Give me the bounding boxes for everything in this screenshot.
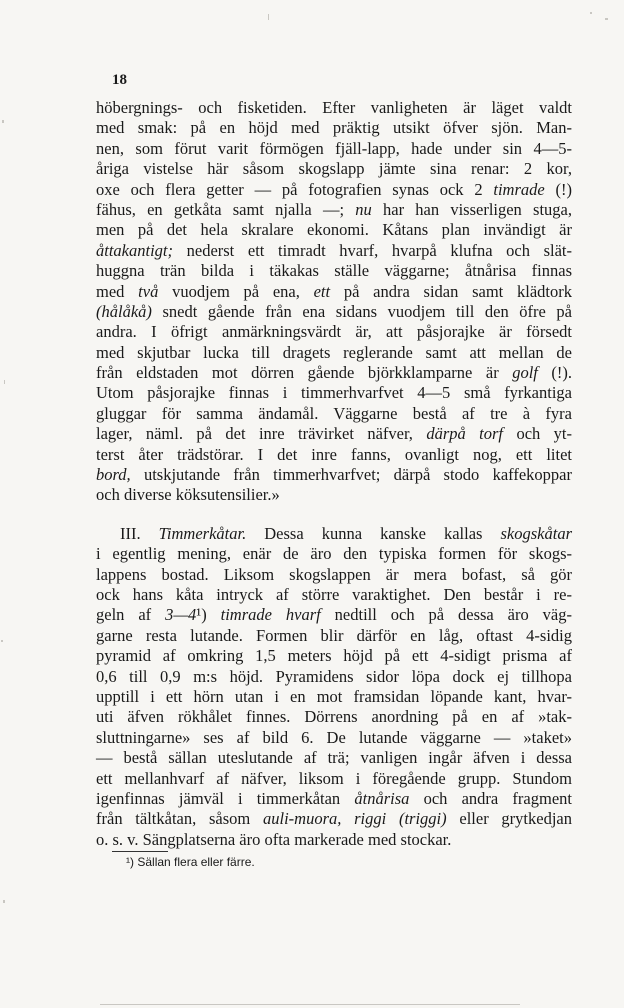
footnote-text: Sällan flera eller färre. xyxy=(137,855,255,869)
text-line: lappens bostad. Liksom skogslappen är mera bofast, så gör xyxy=(96,564,572,584)
scan-speck xyxy=(605,18,608,20)
text-line: åriga vistelse här såsom skogslapp jämte sina renar: 2 kor, xyxy=(96,159,572,179)
text-line: med två vuodjem på ena, ett på andra sidan samt klädtork xyxy=(96,281,572,301)
footnote-marker: ¹) xyxy=(126,855,134,869)
text-line: (hålåkå) snedt gående från ena sidans vuodjem till den öfre på xyxy=(96,301,572,321)
text-line: igenfinnas jämväl i timmerkåtan åtnårisa och andra fragment xyxy=(96,788,572,808)
text-line: ett mellanhvarf af näfver, liksom i föregående grupp. Stundom xyxy=(96,768,572,788)
text-line: Utom påsjorajke finnas i timmerhvarfvet 4—5 små fyrkantiga xyxy=(96,383,572,403)
text-line: gluggar för samma ändamål. Väggarne bestå af tre à fyra xyxy=(96,403,572,423)
text-line: sluttningarne» ses af bild 6. De lutande väggarne — »taket» xyxy=(96,727,572,747)
text-line: terst åter trädstörar. I det inre fanns, ovanligt nog, ett litet xyxy=(96,444,572,464)
text-line: III. Timmerkåtar. Dessa kunna kanske kallas skogskåtar xyxy=(120,523,572,543)
text-line: garne resta lutande. Formen blir därför en låg, oftast 4-sidig xyxy=(96,625,572,645)
text-line: 0,6 till 0,9 m:s höjd. Pyramidens sidor löpa dock ej tillhopa xyxy=(96,666,572,686)
text-line: pyramid af omkring 1,5 meters höjd på ett 4-sidigt prisma af xyxy=(96,646,572,666)
text-line: men på det hela skralare ekonomi. Kåtans plan invändigt är xyxy=(96,220,572,240)
paragraph-gap xyxy=(96,506,572,524)
text-line: från eldstaden mot dörren gående björkklamparne är golf (!). xyxy=(96,363,572,383)
text-line: i egentlig mening, enär de äro den typiska formen för skogs- xyxy=(96,544,572,564)
page-number: 18 xyxy=(112,72,127,88)
text-line: fähus, en getkåta samt njalla —; nu har han visserligen stuga, xyxy=(96,199,572,219)
text-line: ock hans kåta intryck af större varaktighet. Den består i re- xyxy=(96,584,572,604)
footnote xyxy=(126,854,255,870)
scan-speck xyxy=(100,1004,520,1005)
body-text xyxy=(96,98,572,850)
text-line: o. s. v. Sängplatserna äro ofta markerade med stockar. xyxy=(96,829,452,849)
text-line: med skjutbar lucka till dragets reglerande samt att mellan de xyxy=(96,342,572,362)
scan-speck xyxy=(4,380,5,384)
text-line: upptill i ett hörn utan i en mot framsidan löpande kant, hvar- xyxy=(96,686,572,706)
text-line: andra. I öfrigt anmärkningsvärdt är, att påsjorajke är försedt xyxy=(96,322,572,342)
text-line: uti äfven rökhålet finnes. Dörrens anordning på en af »tak- xyxy=(96,707,572,727)
text-line: — bestå sällan uteslutande af trä; vanligen ingår äfven i dessa xyxy=(96,748,572,768)
scan-speck xyxy=(3,900,5,903)
text-line: höbergnings- och fisketiden. Efter vanligheten är läget valdt xyxy=(96,98,572,117)
text-line: från tältkåtan, såsom auli-muora, riggi (triggi) eller grytkedjan xyxy=(96,809,572,829)
text-line: geln af 3—4¹) timrade hvarf nedtill och på dessa äro väg- xyxy=(96,605,572,625)
scan-speck xyxy=(590,12,592,14)
scan-speck xyxy=(1,640,3,642)
text-line: nen, som förut varit förmögen fjäll-lapp, hade under sin 4—5- xyxy=(96,138,572,158)
text-line: och diverse köksutensilier.» xyxy=(96,485,280,505)
text-line: oxe och flera getter — på fotografien synas ock 2 timrade (!) xyxy=(96,179,573,199)
paragraph-1 xyxy=(96,98,572,506)
text-line: lager, näml. på det inre trävirket näfver, därpå torf och yt- xyxy=(96,424,573,444)
footnote-rule xyxy=(112,851,168,852)
text-line: bord, utskjutande från timmerhvarfvet; därpå stodo kaffekoppar xyxy=(96,465,572,485)
scan-speck xyxy=(268,14,269,20)
text-line: huggna trän bilda i täkakas ställe väggarne; åtnårisa finnas xyxy=(96,261,572,281)
paragraph-2 xyxy=(96,524,572,850)
scan-speck xyxy=(2,120,4,123)
text-line: med smak: på en höjd med präktig utsikt öfver sjön. Man- xyxy=(96,118,572,138)
text-line: åttakantigt; nederst ett timradt hvarf, hvarpå klufna och slät- xyxy=(96,240,572,260)
